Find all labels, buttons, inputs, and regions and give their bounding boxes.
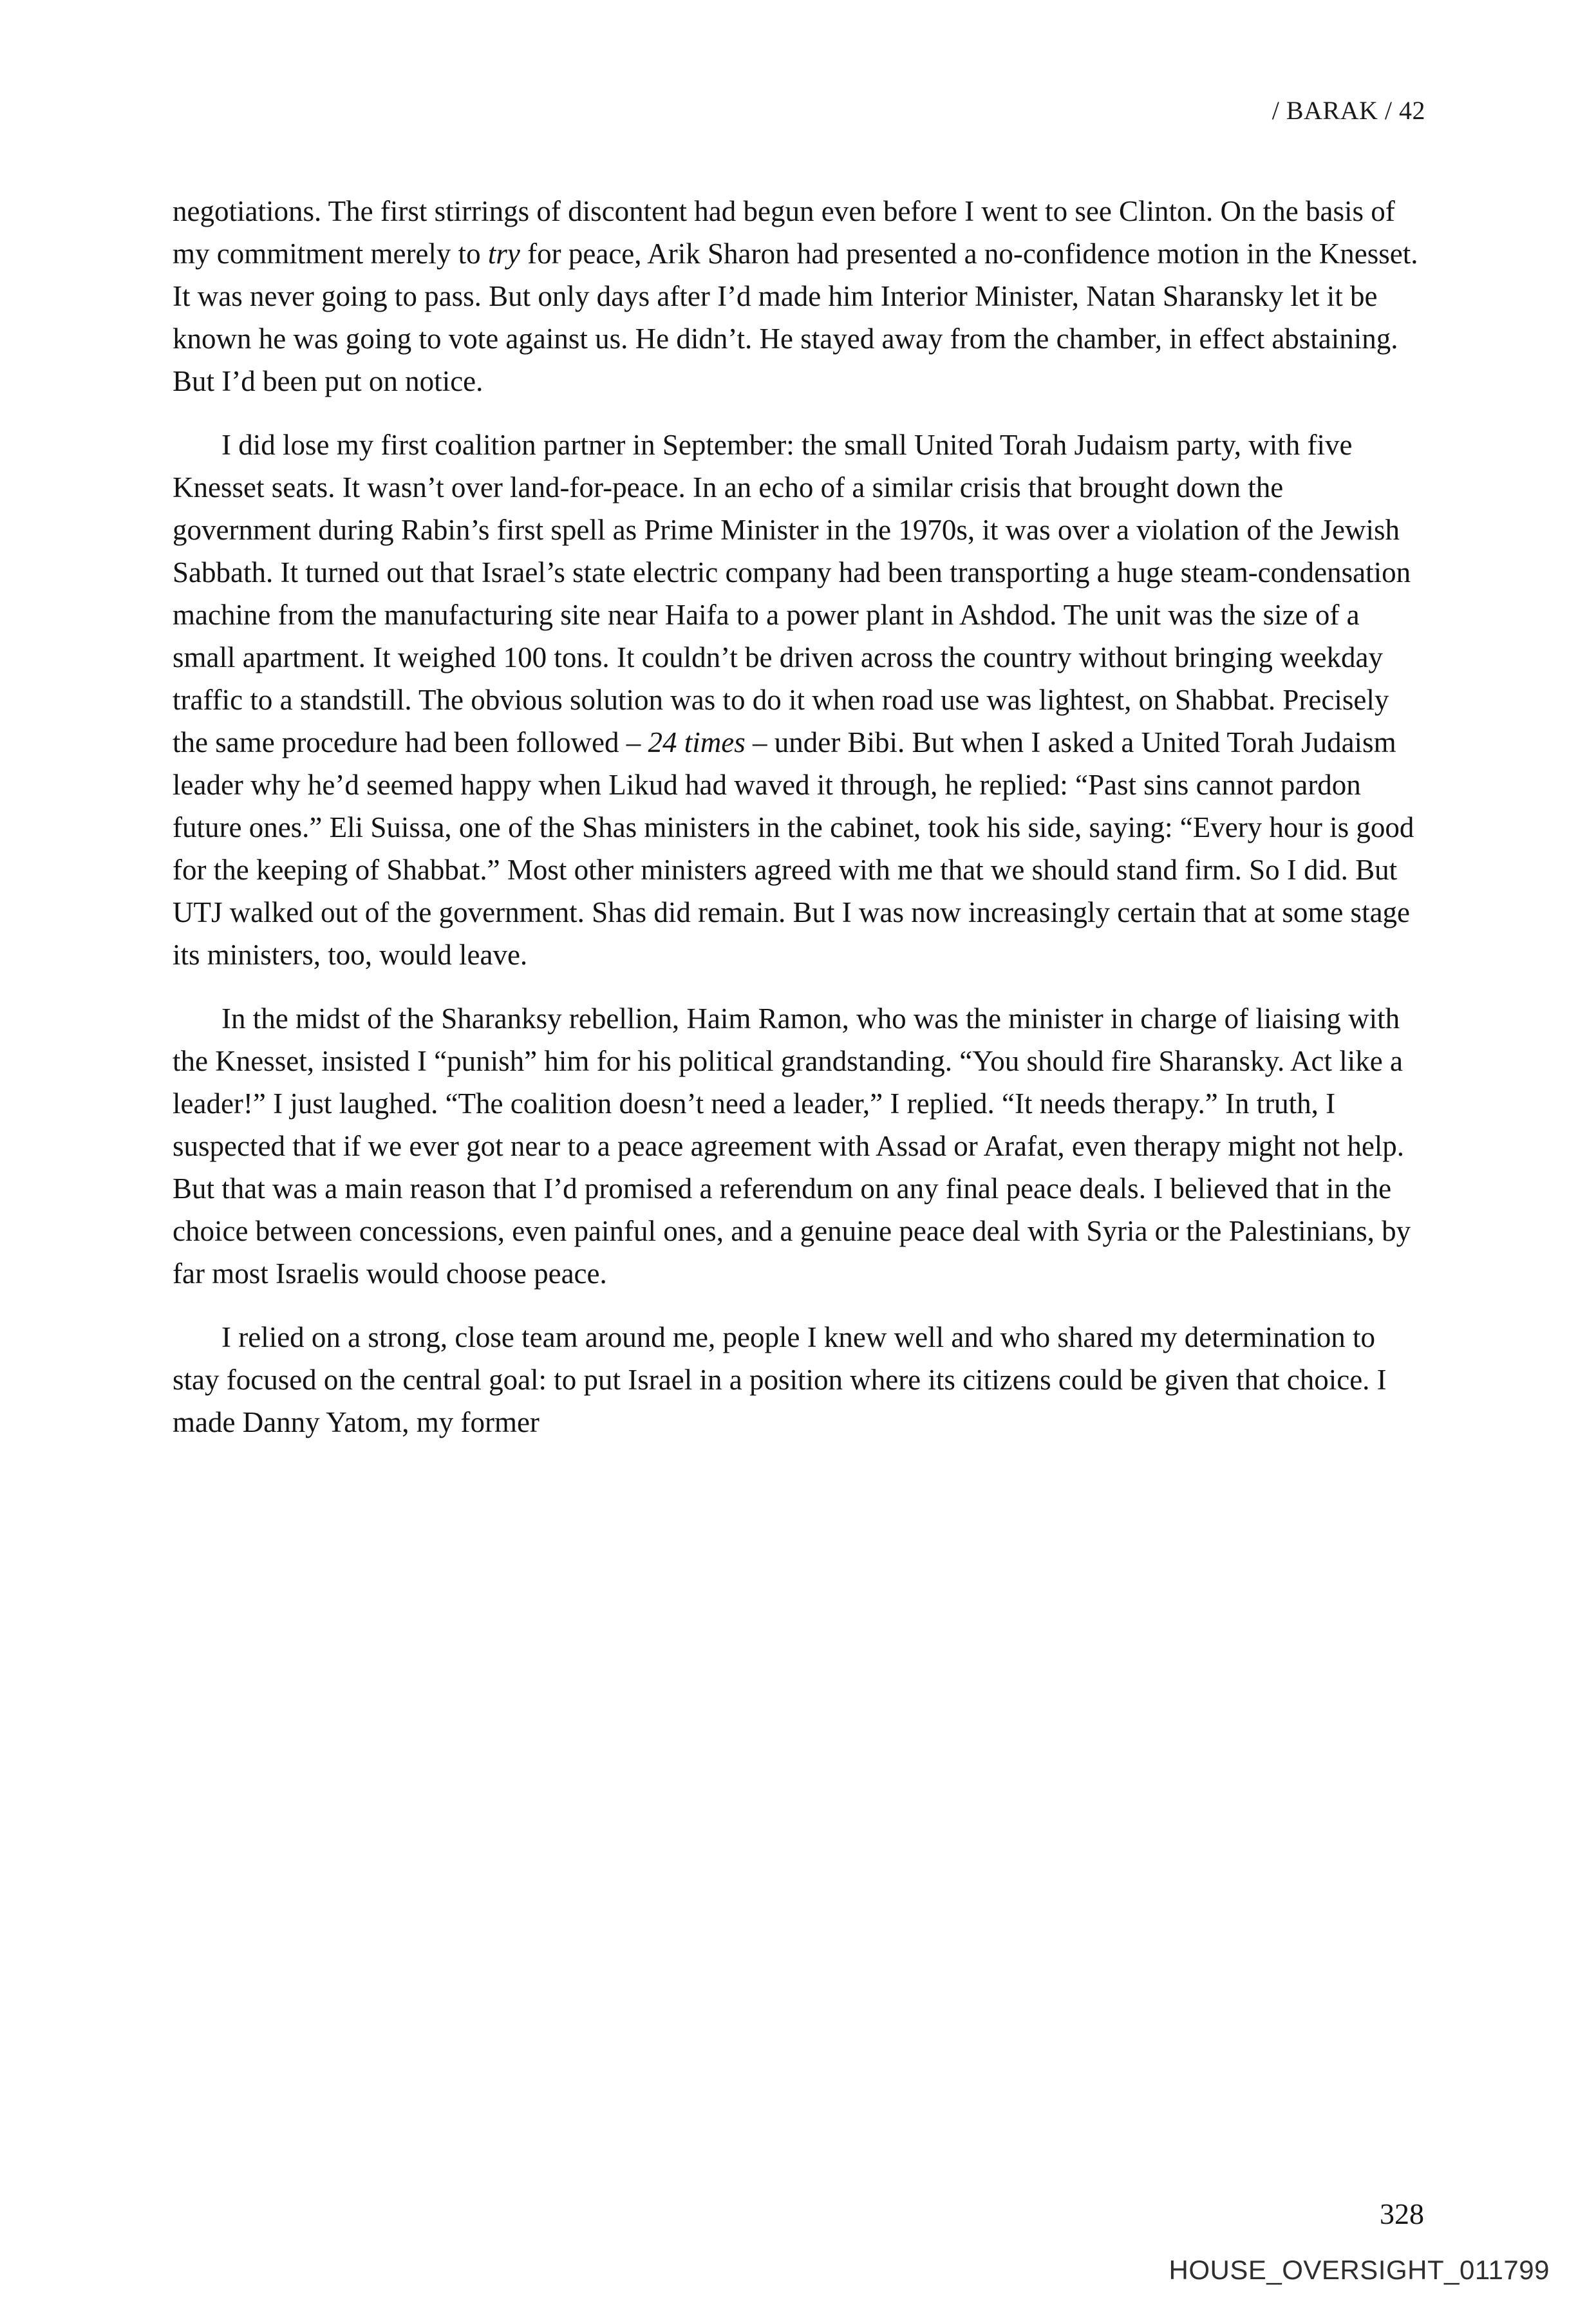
- running-head: / BARAK / 42: [1272, 96, 1425, 125]
- text-segment: for peace, Arik Sharon had presented a no-confidence motion in the Knesset. It was never going to pass. But only days after I’d made him Interior Minister, Natan Sharansky let it be known he was going to vote against us. He didn’t. He stayed away from the chamber, in effect abstaining. But I’d been put on notice.: [173, 238, 1418, 397]
- text-segment: In the midst of the Sharanksy rebellion, Haim Ramon, who was the minister in charge of liaising with the Knesset, insisted I “punish” him for his political grandstanding. “You should fire Sharansky. Act like a leader!” I just laughed. “The coalition doesn’t need a leader,” I replied. “It needs therapy.” In truth, I suspected that if we ever got near to a peace agreement with Assad or Arafat, even therapy might not help. But that was a main reason that I’d promised a referendum on any final peace deals. I believed that in the choice between concessions, even painful ones, and a genuine peace deal with Syria or the Palestinians, by far most Israelis would choose peace.: [173, 1002, 1411, 1290]
- text-segment: I relied on a strong, close team around me, people I knew well and who shared my determination to stay focused on the central goal: to put Israel in a position where its citizens could be given that choice. I made Danny Yatom, my former: [173, 1321, 1387, 1438]
- text-segment: – under Bibi. But when I asked a United Torah Judaism leader why he’d seemed happy when Likud had waved it through, he replied: “Past sins cannot pardon future ones.” Eli Suissa, one of the Shas ministers in the cabinet, took his side, saying: “Every hour is good for the keeping of Shabbat.” Most other ministers agreed with me that we should stand firm. So I did. But UTJ walked out of the government. Shas did remain. But I was now increasingly certain that at some stage its ministers, too, would leave.: [173, 726, 1414, 971]
- text-segment: I did lose my first coalition partner in September: the small United Torah Judaism party, with five Knesset seats. It wasn’t over land-for-peace. In an echo of a similar crisis that brought down the government during Rabin’s first spell as Prime Minister in the 1970s, it was over a violation of the Jewish Sabbath. It turned out that Israel’s state electric company had been transporting a huge steam-condensation machine from the manufacturing site near Haifa to a power plant in Ashdod. The unit was the size of a small apartment. It weighed 100 tons. It couldn’t be driven across the country without bringing weekday traffic to a standstill. The obvious solution was to do it when road use was lightest, on Shabbat. Precisely the same procedure had been followed –: [173, 429, 1411, 758]
- paragraph: [173, 997, 1428, 1295]
- paragraph: [173, 1316, 1428, 1443]
- text-segment: negotiations. The first stirrings of discontent had begun even before I went to see Clinton. On the basis of my commitment merely to: [173, 195, 1395, 270]
- bates-stamp: HOUSE_OVERSIGHT_011799: [1169, 2255, 1550, 2285]
- italic-text-segment: try: [487, 238, 520, 270]
- body-text: [173, 190, 1428, 1465]
- italic-text-segment: 24 times: [648, 726, 746, 758]
- paragraph: [173, 424, 1428, 976]
- paragraph: [173, 190, 1428, 402]
- page-number: 328: [1380, 2197, 1424, 2230]
